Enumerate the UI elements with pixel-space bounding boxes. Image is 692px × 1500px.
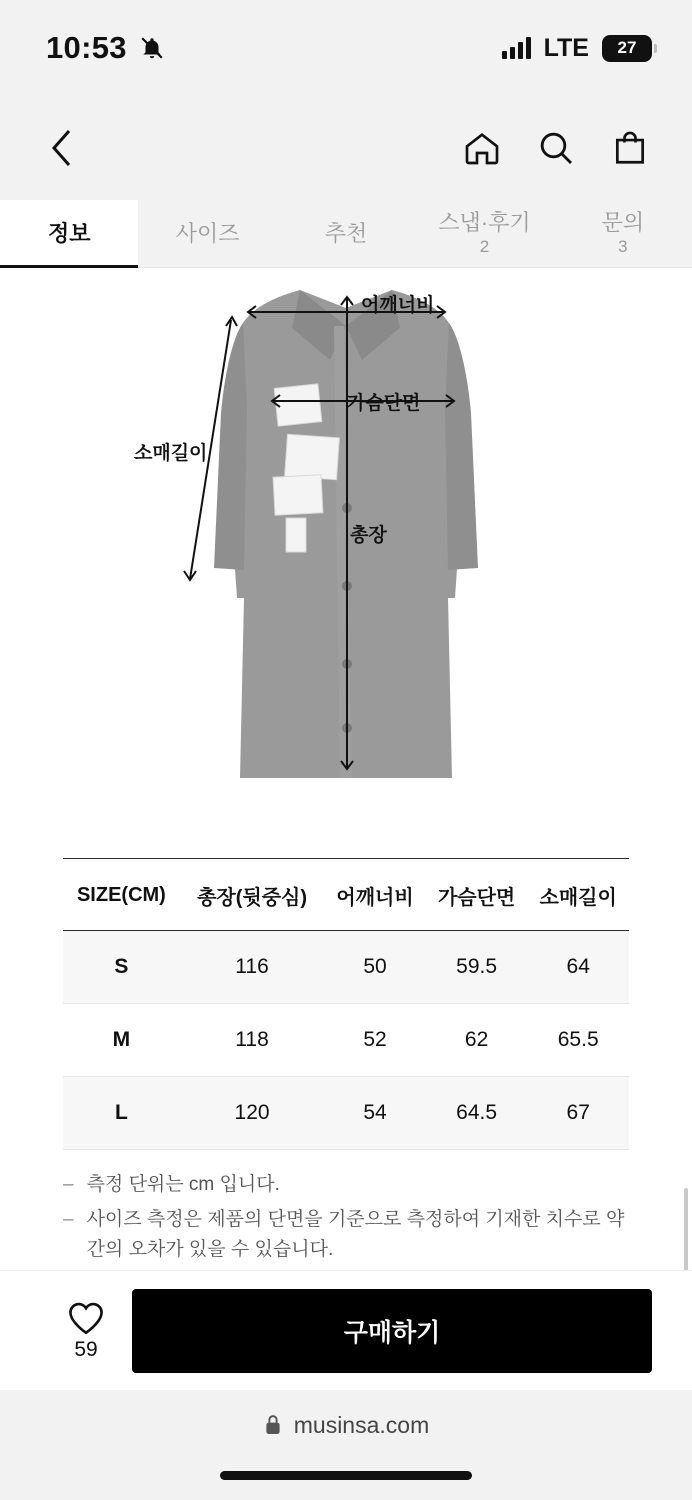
app-nav-bar bbox=[0, 96, 692, 200]
tab-count: 3 bbox=[618, 237, 628, 257]
measurement-diagram bbox=[0, 268, 692, 828]
size-table bbox=[63, 858, 629, 1150]
table-row bbox=[63, 931, 629, 1004]
battery-level: 27 bbox=[617, 38, 637, 57]
tab-qna[interactable] bbox=[554, 200, 692, 267]
bell-slash-icon bbox=[139, 35, 165, 61]
tab-label: 사이즈 bbox=[175, 220, 240, 246]
table-row bbox=[63, 1077, 629, 1150]
cell-total-length: 120 bbox=[180, 1077, 324, 1150]
status-bar-right bbox=[502, 34, 652, 63]
status-bar-left bbox=[46, 30, 165, 66]
cell-size: S bbox=[63, 931, 180, 1004]
browser-url-bar[interactable] bbox=[0, 1390, 692, 1460]
nav-icon-group bbox=[460, 126, 652, 170]
cell-chest: 62 bbox=[426, 1004, 528, 1077]
th-total-length: 총장(뒷중심) bbox=[180, 859, 324, 931]
back-button[interactable] bbox=[40, 126, 84, 170]
size-table-body bbox=[63, 931, 629, 1150]
th-shoulder: 어깨너비 bbox=[324, 859, 426, 931]
shopping-bag-icon bbox=[611, 128, 649, 168]
home-button[interactable] bbox=[460, 126, 504, 170]
table-header-row bbox=[63, 859, 629, 931]
buy-button[interactable]: 구매하기 bbox=[132, 1289, 652, 1373]
tab-snap-review[interactable] bbox=[415, 200, 553, 267]
note-item bbox=[63, 1170, 629, 1199]
tab-info[interactable] bbox=[0, 200, 138, 267]
tab-label: 스냅·후기 bbox=[438, 210, 531, 236]
chevron-left-icon bbox=[49, 127, 75, 169]
home-indicator bbox=[220, 1471, 472, 1480]
purchase-bar bbox=[0, 1270, 692, 1390]
cell-sleeve: 67 bbox=[527, 1077, 629, 1150]
note-item bbox=[63, 1205, 629, 1264]
label-chest-width: 가슴단면 bbox=[347, 393, 421, 414]
cell-shoulder: 54 bbox=[324, 1077, 426, 1150]
tab-label: 정보 bbox=[47, 220, 91, 246]
like-count: 59 bbox=[74, 1337, 98, 1361]
battery-indicator bbox=[602, 35, 652, 62]
note-text: 사이즈 측정은 제품의 단면을 기준으로 측정하여 기재한 치수로 약간의 오차가 있을 수 있습니다. bbox=[86, 1209, 625, 1260]
size-table-head bbox=[63, 859, 629, 931]
clock: 10:53 bbox=[46, 30, 127, 65]
signal-icon bbox=[502, 37, 531, 59]
cart-button[interactable] bbox=[608, 126, 652, 170]
note-dash: – bbox=[63, 1209, 74, 1231]
cell-sleeve: 65.5 bbox=[527, 1004, 629, 1077]
cell-sleeve: 64 bbox=[527, 931, 629, 1004]
search-button[interactable] bbox=[534, 126, 578, 170]
cell-chest: 59.5 bbox=[426, 931, 528, 1004]
label-total-length: 총장 bbox=[350, 525, 387, 546]
cell-total-length: 116 bbox=[180, 931, 324, 1004]
heart-icon bbox=[66, 1300, 106, 1336]
note-text: 측정 단위는 cm 입니다. bbox=[86, 1174, 280, 1195]
status-bar bbox=[0, 0, 692, 96]
coat-illustration bbox=[0, 268, 692, 828]
like-button[interactable] bbox=[40, 1300, 132, 1362]
note-dash: – bbox=[63, 1174, 74, 1195]
th-size: SIZE(CM) bbox=[63, 859, 180, 931]
th-sleeve: 소매길이 bbox=[527, 859, 629, 931]
network-label: LTE bbox=[543, 33, 589, 62]
th-chest: 가슴단면 bbox=[426, 859, 528, 931]
table-row bbox=[63, 1004, 629, 1077]
tab-recommend[interactable] bbox=[277, 200, 415, 267]
size-table-wrapper bbox=[0, 858, 692, 1150]
cell-size: M bbox=[63, 1004, 180, 1077]
section-tabs bbox=[0, 200, 692, 268]
label-sleeve-length: 소매길이 bbox=[134, 443, 208, 464]
url-text: musinsa.com bbox=[293, 1411, 430, 1438]
search-icon bbox=[536, 128, 576, 168]
tab-label: 추천 bbox=[324, 220, 368, 246]
tab-count: 2 bbox=[479, 237, 490, 257]
tab-size[interactable] bbox=[138, 200, 276, 267]
cell-chest: 64.5 bbox=[426, 1077, 528, 1150]
lock-icon bbox=[263, 1413, 283, 1437]
cell-size: L bbox=[63, 1077, 180, 1150]
home-icon bbox=[462, 128, 502, 168]
cell-shoulder: 50 bbox=[324, 931, 426, 1004]
cell-shoulder: 52 bbox=[324, 1004, 426, 1077]
cell-total-length: 118 bbox=[180, 1004, 324, 1077]
tab-label: 문의 bbox=[601, 210, 645, 236]
label-shoulder-width: 어깨너비 bbox=[361, 295, 435, 316]
